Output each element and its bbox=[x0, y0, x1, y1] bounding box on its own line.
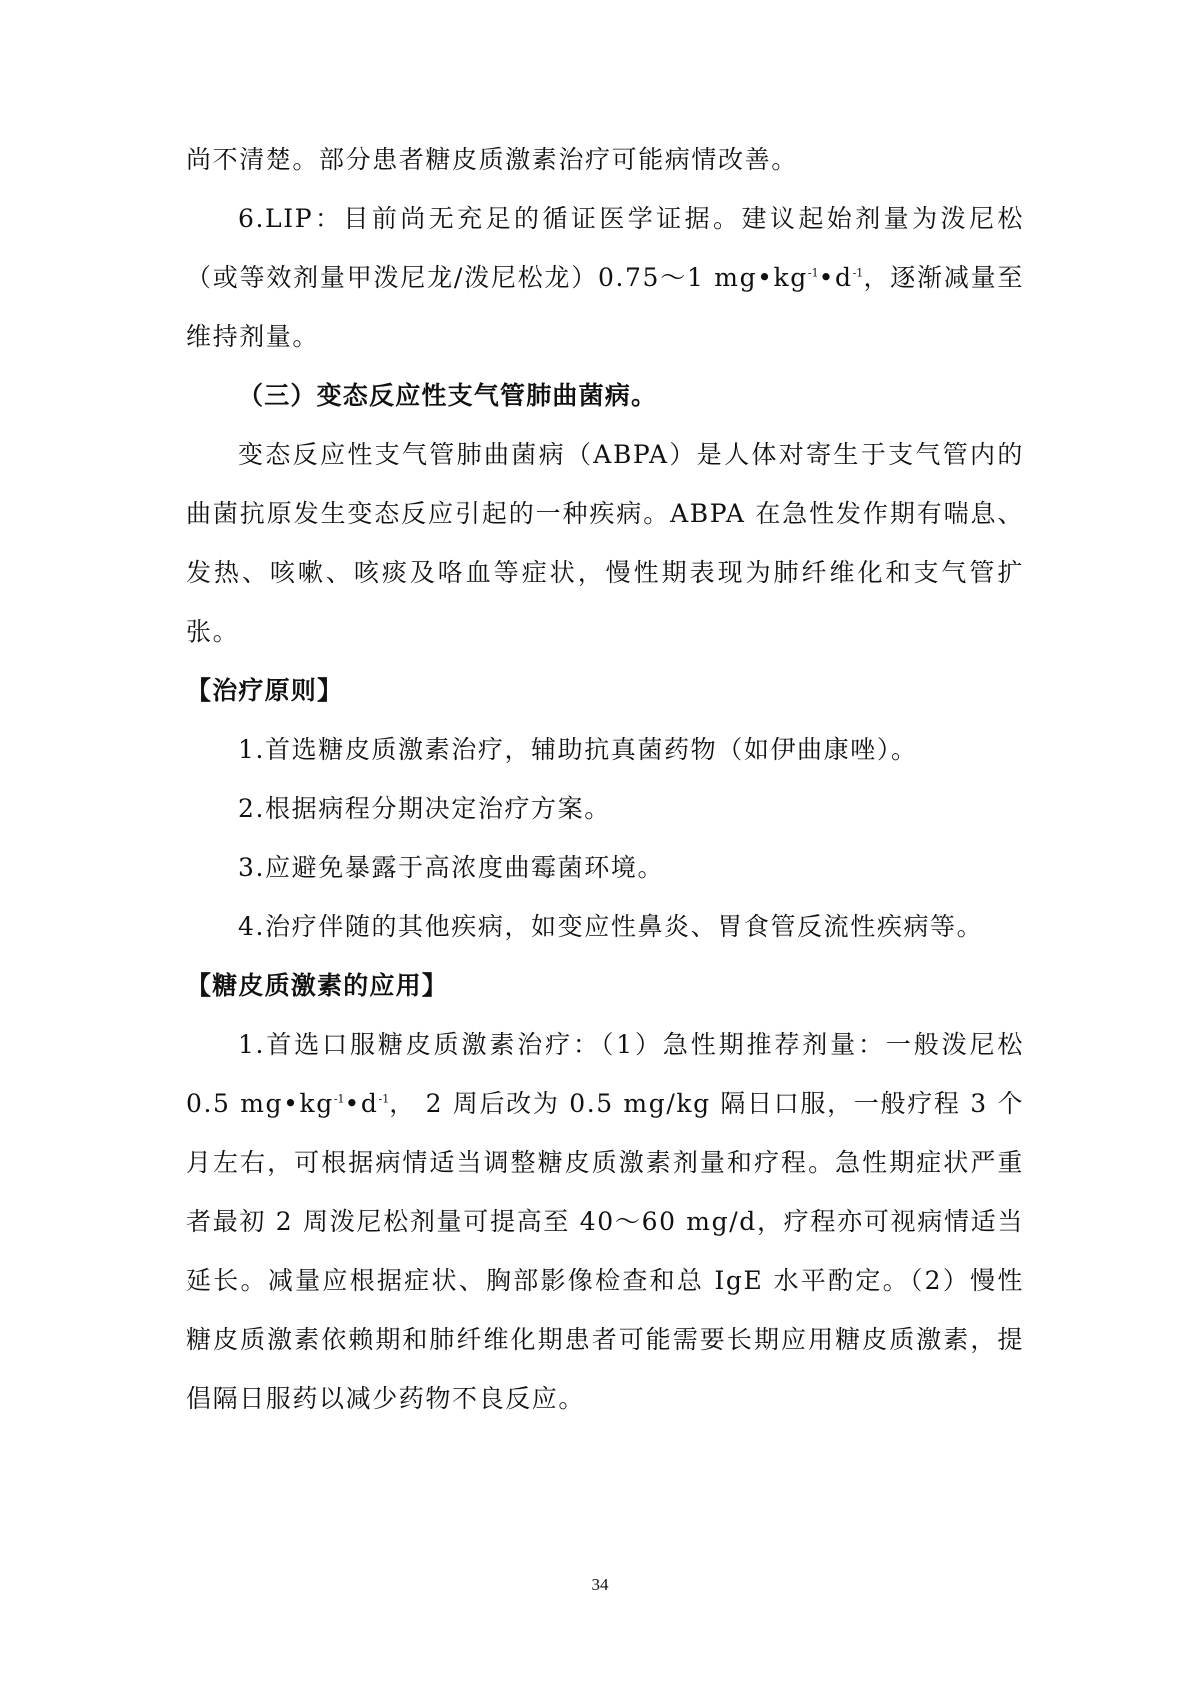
body-text bbox=[186, 130, 1024, 1428]
list-item bbox=[186, 720, 1024, 779]
paragraph-text: •d bbox=[344, 1089, 379, 1118]
heading-text: （三）变态反应性支气管肺曲菌病。 bbox=[238, 381, 658, 410]
section-heading bbox=[186, 366, 1024, 425]
paragraph-text: 尚不清楚。部分患者糖皮质激素治疗可能病情改善。 bbox=[186, 145, 798, 174]
superscript: -1 bbox=[852, 266, 864, 280]
list-item bbox=[186, 897, 1024, 956]
paragraph-text: •d bbox=[818, 263, 853, 292]
superscript: -1 bbox=[333, 1092, 345, 1106]
list-item-text: 1.首选糖皮质激素治疗，辅助抗真菌药物（如伊曲康唑）。 bbox=[238, 735, 918, 764]
superscript: -1 bbox=[378, 1092, 390, 1106]
heading-steroid-application bbox=[186, 956, 1024, 1015]
heading-treatment-principles bbox=[186, 661, 1024, 720]
paragraph-lip bbox=[186, 189, 1024, 366]
page-number: 34 bbox=[591, 1575, 609, 1594]
list-item bbox=[186, 779, 1024, 838]
paragraph-text: ，逐渐减量至维持剂量。 bbox=[186, 263, 1024, 351]
paragraph-text: 1.首选口服糖皮质激素治疗：（1）急性期推荐剂量：一般泼尼松 0.5 mg•kg bbox=[186, 1030, 1024, 1118]
heading-text: 【糖皮质激素的应用】 bbox=[186, 971, 449, 1000]
paragraph-abpa bbox=[186, 425, 1024, 661]
paragraph-text: 变态反应性支气管肺曲菌病（ABPA）是人体对寄生于支气管内的曲菌抗原发生变态反应引起的一种疾病。ABPA 在急性发作期有喘息、发热、咳嗽、咳痰及咯血等症状，慢性期表现为肺纤维化和支气管扩张。 bbox=[186, 440, 1024, 646]
list-item bbox=[186, 838, 1024, 897]
paragraph-text: 6.LIP：目前尚无充足的循证医学证据。建议起始剂量为泼尼松（或等效剂量甲泼尼龙/泼尼松龙）0.75～1 mg•kg bbox=[186, 204, 1024, 292]
list-item-text: 2.根据病程分期决定治疗方案。 bbox=[238, 794, 611, 823]
paragraph-text: ， 2 周后改为 0.5 mg/kg 隔日口服，一般疗程 3 个月左右，可根据病情适当调整糖皮质激素剂量和疗程。急性期症状严重者最初 2 周泼尼松剂量可提高至 40～60 mg/d，疗程亦可视病情适当延长。减量应根据症状、胸部影像检查和总 IgE 水平酌定。（2）慢性糖皮质激素依赖期和肺纤维化期患者可能需要长期应用糖皮质激素，提倡隔日服药以减少药物不良反应。 bbox=[186, 1089, 1024, 1413]
paragraph-steroid bbox=[186, 1015, 1024, 1428]
paragraph-continuation bbox=[186, 130, 1024, 189]
list-item-text: 3.应避免暴露于高浓度曲霉菌环境。 bbox=[238, 853, 665, 882]
heading-text: 【治疗原则】 bbox=[186, 676, 344, 705]
list-item-text: 4.治疗伴随的其他疾病，如变应性鼻炎、胃食管反流性疾病等。 bbox=[238, 912, 984, 941]
superscript: -1 bbox=[807, 266, 819, 280]
